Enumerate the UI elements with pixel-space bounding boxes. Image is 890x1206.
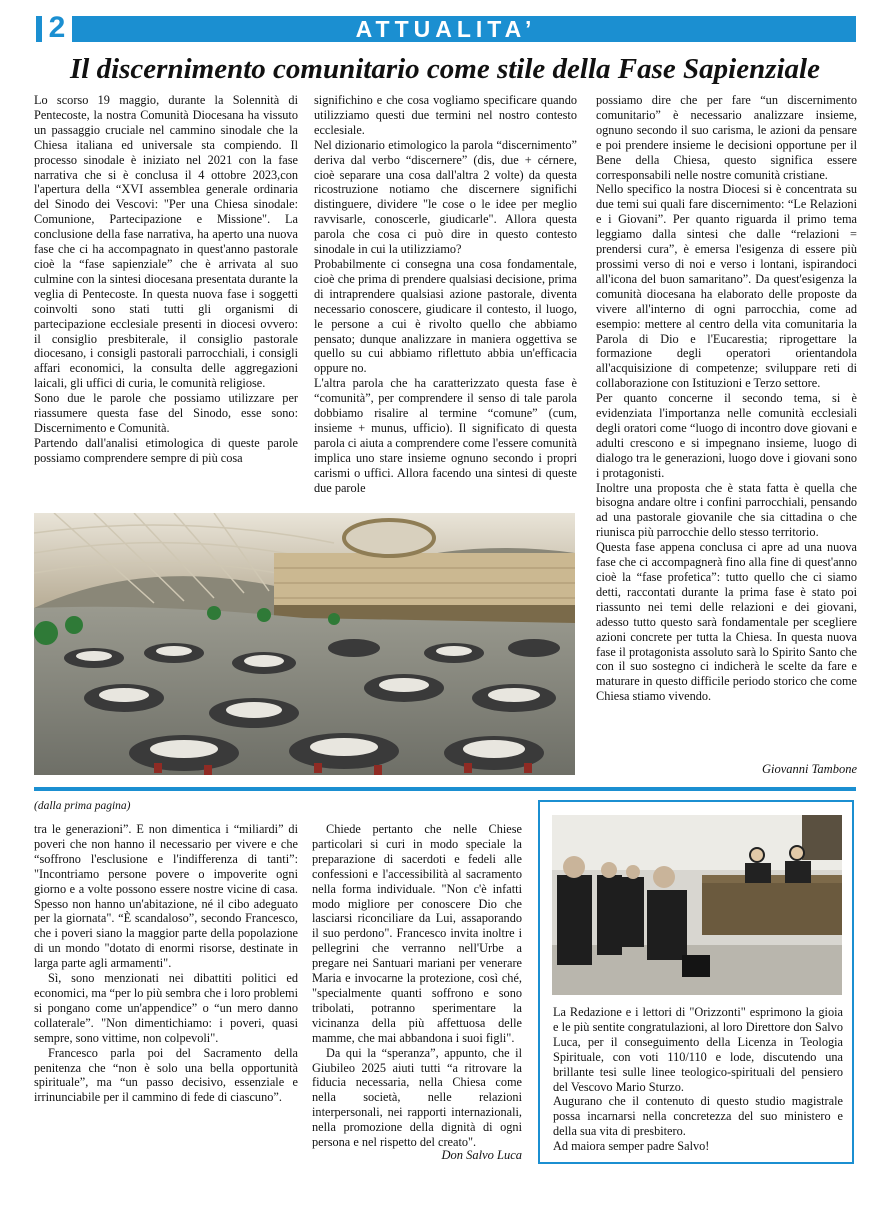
paragraph: Francesco parla poi del Sacramento della penitenza che “non è solo una bella opportunità spirituale”, ma “un passo decisivo, essenziale e irrinunciabile per il cammino di fede di ciascuno”.: [34, 1045, 298, 1105]
continuation-column-2: [312, 822, 522, 1152]
congratulations-text: [553, 1005, 843, 1157]
author-signature: Giovanni Tambone: [761, 762, 857, 776]
paragraph: La Redazione e i lettori di "Orizzonti" esprimono la gioia e le più sentite congratulazioni, al loro Direttore don Salvo Luca, per il conseguimento della Licenza in Teologia Spirituale, con voti 110/110 e lode, discutendo una brillante tesi sulle linee teologico-spirituali del pensiero del Vescovo Mario Sturzo.: [553, 1005, 843, 1094]
page-number: 2: [42, 12, 72, 44]
paragraph: L'altra parola che ha caratterizzato questa fase è “comunità”, per comprendere il senso di tale parola dobbiamo risalire al termine “comune” (cum, insieme + munus, ufficio). Il significato di questa parola ci aiuta a comprendere come l'essere comunità implica uno stare insieme ognuno secondo i propri carismi o uffici. Allora facendo una sintesi di queste due parole: [314, 376, 577, 495]
paragraph: Per quanto concerne il secondo tema, si è evidenziata l'importanza nelle comunità ecclesiali degli oratori come “luogo di incontro dove giovani e adulti crescono e si impegnano insieme, luogo di dialogo tra le generazioni, luogo dove i giovani sono i protagonisti.: [596, 391, 857, 480]
paragraph: significhino e che cosa vogliamo specificare quando utilizziamo questi due termini nel nostro contesto ecclesiale.: [314, 93, 577, 137]
paragraph: Partendo dall'analisi etimologica di queste parole possiamo comprendere sempre di più cosa: [34, 435, 298, 465]
paragraph: Inoltre una proposta che è stata fatta è quella che bisogna andare oltre i confini parrocchiali, pensando ad una pastorale giovanile che sia cittadina o che riunisca più parrocchie dello stesso territorio.: [596, 480, 857, 540]
paragraph: Nel dizionario etimologico la parola “discernimento” deriva dal verbo “discernere” (dis, due + cérnere, cioè separare una cosa dall'altra 2 volte) da questa ricostruzione notiamo che discernere significhi distinguere, dividere "le cose o le idee per meglio ravvisarle, conoscerle, giudicarle". Allora questa parola che cosa ci può dire in questo contesto sinodale in cui la utilizziamo?: [314, 137, 577, 257]
paragraph: Sono due le parole che possiamo utilizzare per riassumere questa fase del Sinodo, esse sono: Discernimento e Comunità.: [34, 391, 298, 435]
article-column-1: [34, 93, 298, 498]
article-headline: Il discernimento comunitario come stile della Fase Sapienziale: [70, 53, 820, 85]
paragraph: tra le generazioni”. E non dimentica i “miliardi” di poveri che non hanno il necessario per vivere e che “soffrono l'esclusione e l'indifferenza di tanti”: "Incontriamo persone povere o impoverite ogni giorno e a volte possono essere nostre vicine di casa. Spesso non hanno un'abitazione, né il cibo adeguato per la giornata". “È scandaloso”, secondo Francesco, che i poveri siano la maggior parte della popolazione di un mondo "dotato di enormi risorse, destinate in larga parte agli armamenti".: [34, 822, 298, 971]
thesis-defense-photo: [552, 815, 842, 995]
paragraph: Nello specifico la nostra Diocesi si è concentrata su due temi sui quali fare discernimento: “Le Relazioni e i Giovani”. Per quanto riguarda il primo tema leggiamo dalla sintesi che dalle “relazioni = prendersi cura”, è emersa l'esigenza di essere più prossimi verso di noi e verso i lontani, ispirandoci all'icona del buon samaritano”. Da quest'esigenza la comunità diocesana ha elaborato delle proposte da vivere all'interno di ogni parrocchia, come ad esempio: mettere al centro della vita comunitaria la Parola di Dio e l'Eucarestia; riprogettare la formazione degli operatori orientandola all'acquisizione di competenze; sviluppare reti di collaborazione con Istituzioni e Terzo settore.: [596, 182, 857, 391]
section-divider: [34, 787, 856, 791]
article-column-3: [596, 93, 857, 753]
paragraph: Sì, sono menzionati nei dibattiti politici ed economici, ma “per lo più sembra che i loro problemi si pongano come un'appendice” o “un mero danno collaterale”. "Non dimentichiamo: i poveri, quasi sempre, sono vittime, non colpevoli".: [34, 971, 298, 1045]
continuation-signature: Don Salvo Luca: [441, 1148, 522, 1162]
paragraph: possiamo dire che per fare “un discernimento comunitario” è necessario analizzare insieme, ognuno secondo il suo carisma, le azioni da pensare e poi prendere insieme le decisioni opportune per il Bene della Chiesa, questo significa essere corresponsabili nelle nostre comunità cristiane.: [596, 93, 857, 182]
continuation-column-1: [34, 822, 298, 1162]
paragraph: Da qui la “speranza”, appunto, che il Giubileo 2025 aiuti tutti “a ritrovare la fiducia necessaria, nella Chiesa come nella società, nelle relazioni interpersonali, nei rapporti internazionali, nella promozione della dignità di ogni persona e nel rispetto del creato".: [312, 1045, 522, 1150]
closing-line: Ad maiora semper padre Salvo!: [553, 1139, 710, 1154]
paragraph: Probabilmente ci consegna una cosa fondamentale, cioè che prima di prendere qualsiasi decisione, prima di intraprendere qualsiasi azione pastorale, diventa necessario conoscere, giudicare il contesto, il luogo, le persone a cui è rivolto quello che abbiamo pensato; dunque analizzare in maniera oggettiva se quello su cui abbiamo riflettuto abbia un'efficacia oppure no.: [314, 256, 577, 376]
synod-hall-photo: [34, 513, 575, 775]
continuation-label: (dalla prima pagina): [34, 800, 131, 812]
section-title: ATTUALITA’: [355, 16, 537, 42]
paragraph: Questa fase appena conclusa ci apre ad una nuova fase che ci accompagnerà fino alla fine di quest'anno cioè la “fase profetica”: tutto quello che ci siamo detti, raccontati durante la prima fase è stato poi riassunto nei temi delle relazioni e dei giovani, adesso tutto questo sarà fondamentale per scegliere azioni concrete per tutta la Chiesa. In questa nuova fase il protagonista assoluto sarà lo Spirito Santo che con il suo sostegno ci indicherà le scelte da fare e maturare in questo difficile periodo storico che come Chiesa stiamo vivendo.: [596, 540, 857, 704]
paragraph: Augurano che il contenuto di questo studio magistrale possa incarnarsi nella concretezza del suo ministero e della sua vita di presbitero.: [553, 1094, 843, 1139]
paragraph: Chiede pertanto che nelle Chiese particolari si curi in modo speciale la preparazione di sacerdoti e fedeli alle confessioni e l'accessibilità al sacramento nella forma individuale. "Non c'è infatti modo migliore per conoscere Dio che lasciarsi riconciliare da Lui, assaporando il suo perdono". Francesco invita inoltre i pellegrini che verranno nell'Urbe a pregare nei Santuari mariani per venerare Maria e invocarne la protezione, così ché, "specialmente quanti soffrono e sono tribolati, potranno sperimentare la vicinanza della più affettuosa delle mamme, che mai abbandona i suoi figli".: [312, 822, 522, 1045]
paragraph: Lo scorso 19 maggio, durante la Solennità di Pentecoste, la nostra Comunità Diocesana ha vissuto un passaggio cruciale nel cammino sinodale che la Chiesa italiana ed universale sta compiendo. Il processo sinodale è iniziato nel 2021 con la fase narrativa che si è conclusa il 4 ottobre 2023,con l'apertura della “XVI assemblea generale ordinaria del Sinodo dei Vescovi: "Per una Chiesa sinodale: Comunione, Partecipazione e Missione". La conclusione della fase narrativa, ha aperto una nuova fase che ci ha accompagnato in quest'anno pastorale cioè la “fase sapienziale” che è arrivata al suo culmine con la sintesi diocesana presentata durante la veglia di Pentecoste. In questa nuova fase i soggetti coinvolti sono stati tutti gli organismi di partecipazione ecclesiale presenti in diocesi ovvero: il consiglio presbiterale, il consiglio pastorale diocesano, i consigli pastorali parrocchiali, i consigli affari economici, la consulta delle aggregazioni laicali, gli uffici di curia, le comunità religiose.: [34, 93, 298, 391]
article-column-2: [314, 93, 577, 498]
